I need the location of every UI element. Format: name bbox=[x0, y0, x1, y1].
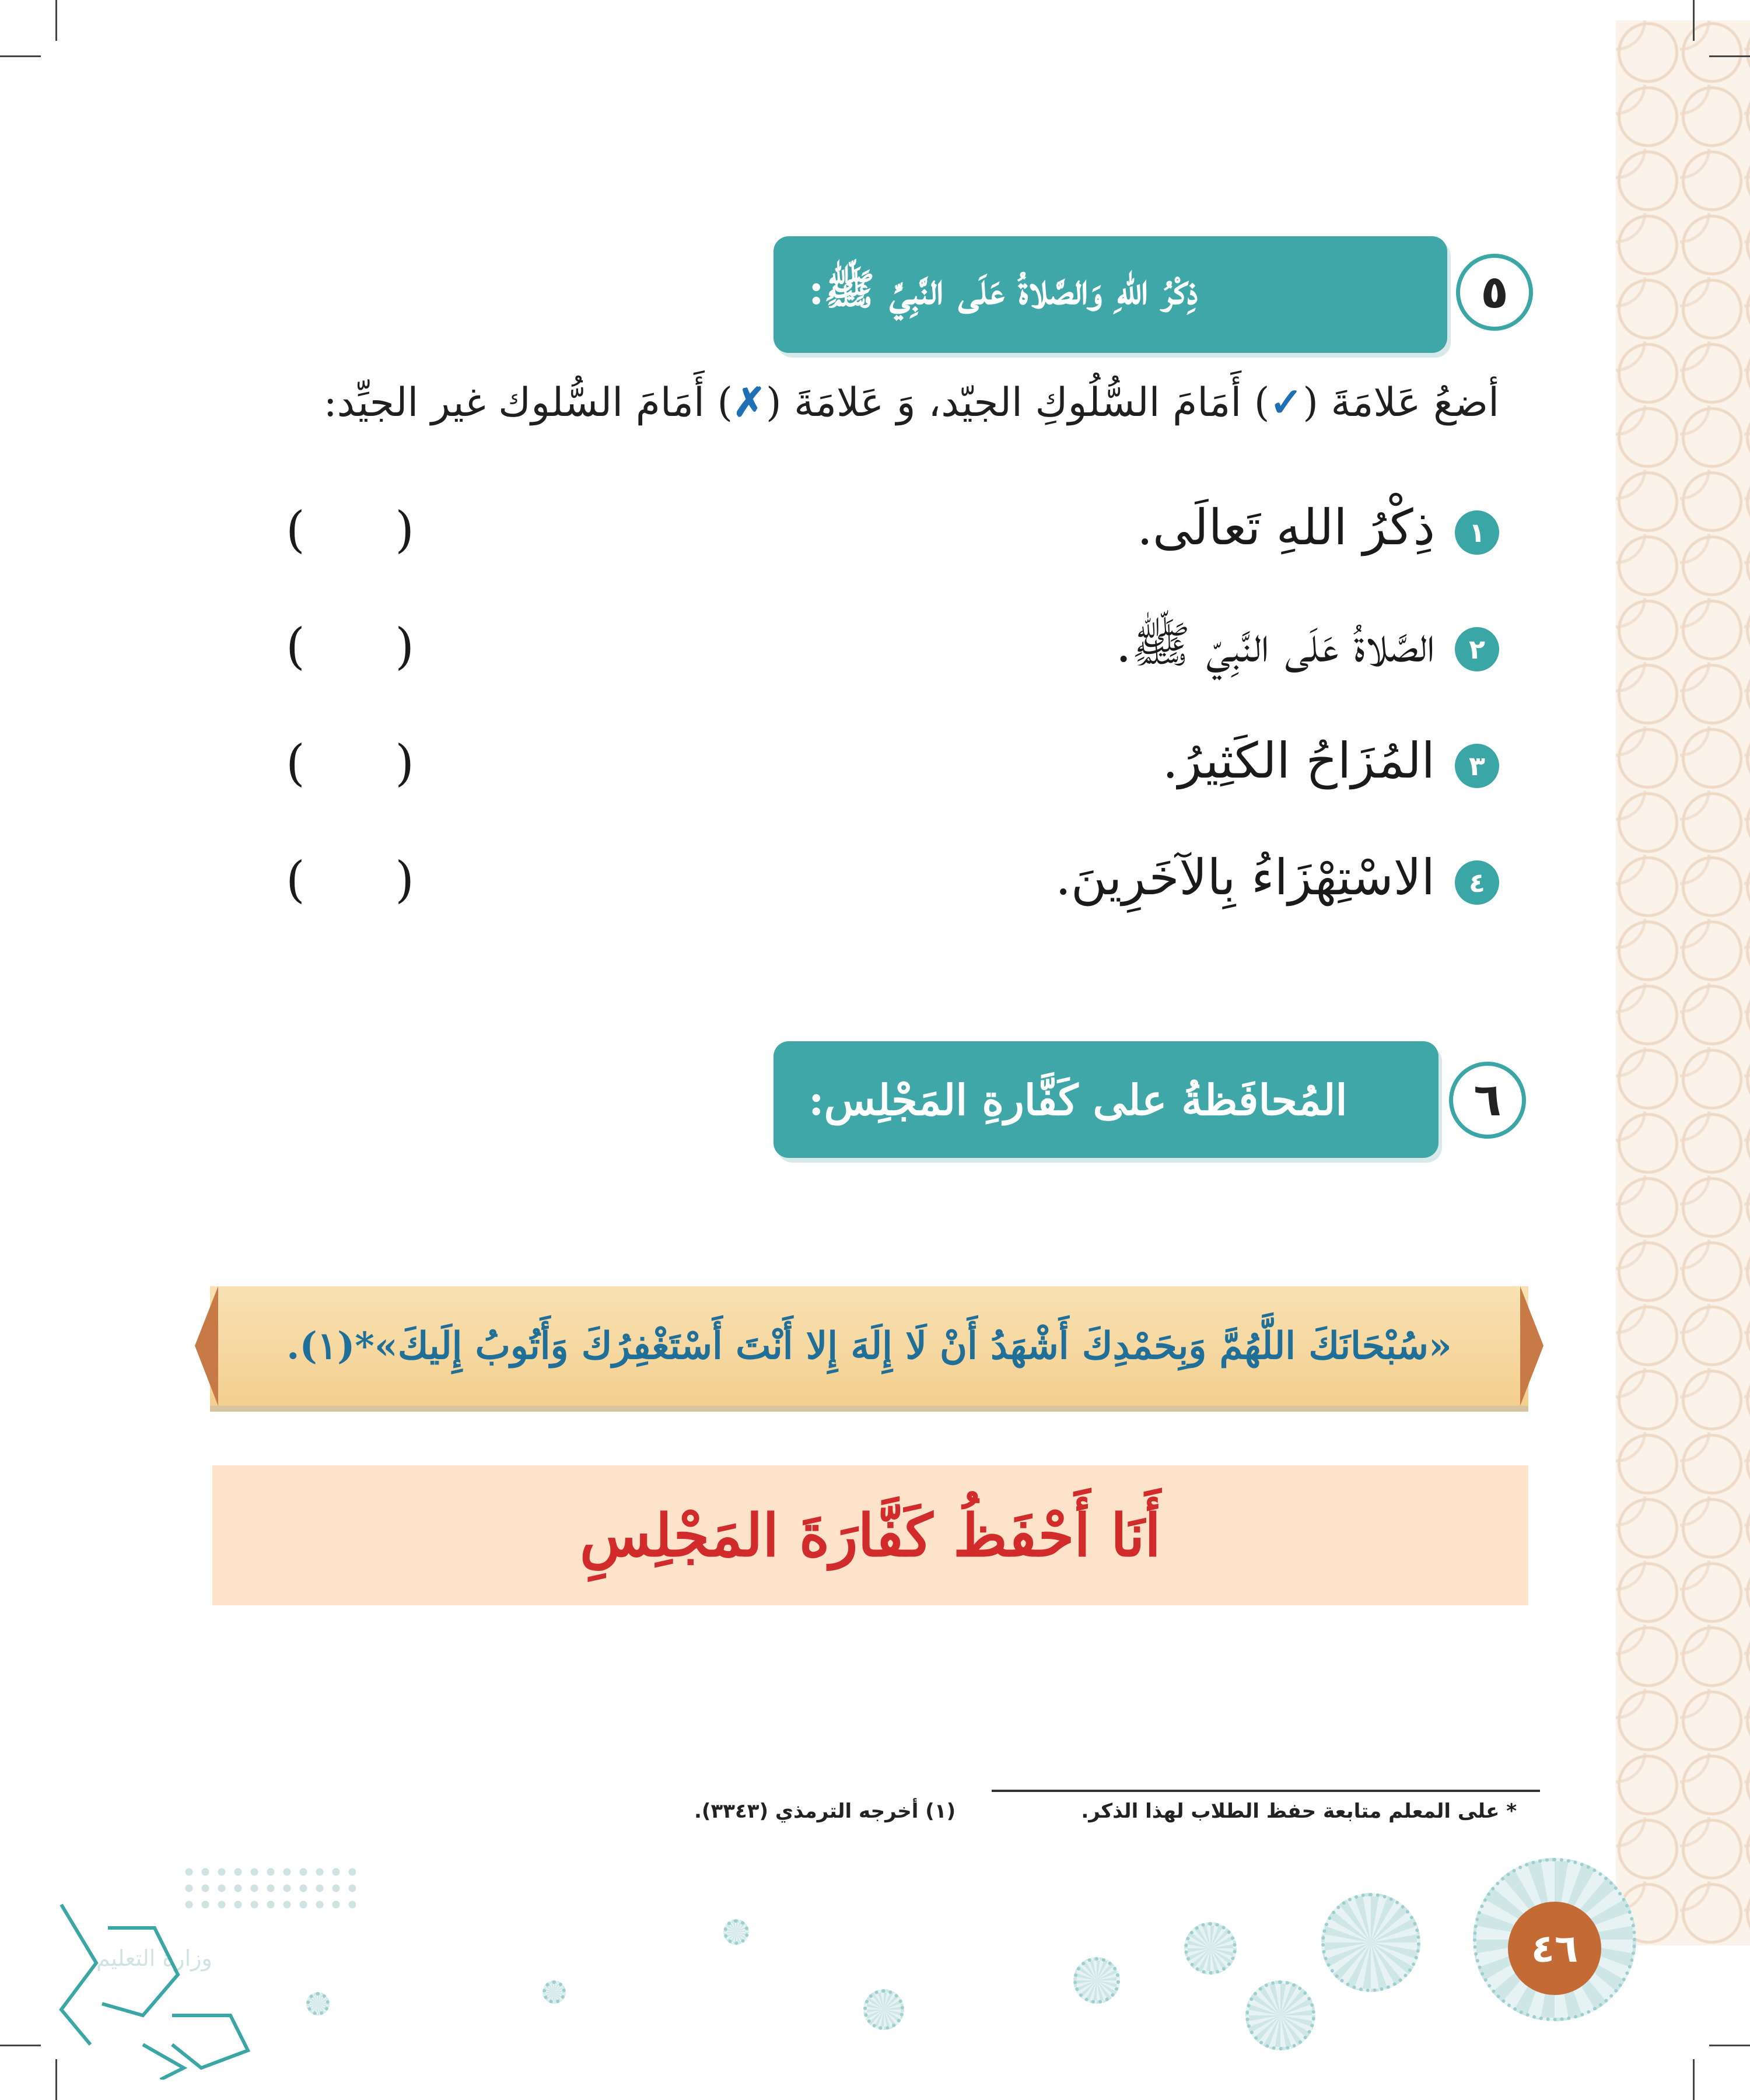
answer-box[interactable] bbox=[286, 501, 414, 558]
decorative-side-pattern bbox=[1616, 20, 1750, 1945]
item-number-badge: ٤ bbox=[1455, 860, 1499, 905]
decorative-rosette bbox=[863, 1989, 904, 2030]
memorize-box bbox=[212, 1465, 1528, 1605]
item-number-badge: ١ bbox=[1455, 510, 1499, 555]
banner-ribbon-end bbox=[1520, 1286, 1544, 1406]
decorative-rosette bbox=[306, 1992, 330, 2015]
ministry-label: وزارة التعليم bbox=[96, 1945, 212, 1971]
answer-box[interactable] bbox=[286, 734, 414, 792]
instruction-part: ) أَمَامَ السُّلوك غير الجيِّد: bbox=[323, 380, 733, 426]
paren-close: ) bbox=[395, 851, 414, 908]
dua-banner bbox=[210, 1286, 1528, 1406]
item-text: الصَّلاةُ عَلَى النَّبِيّ ﷺ. bbox=[1115, 616, 1435, 673]
instruction-text bbox=[216, 379, 1499, 426]
list-item bbox=[286, 843, 1499, 925]
dua-text: «سُبْحَانَكَ اللَّهُمَّ وَبِحَمْدِكَ أَشْهَدُ أَنْ لَا إِلَهَ إِلا أَنْتَ أَسْتَغْفِرُكَ وَأَتُوبُ إِلَيكَ»*(١). bbox=[286, 1324, 1452, 1368]
paren-open: ( bbox=[286, 501, 305, 558]
footnote-teacher-note: * على المعلم متابعة حفظ الطلاب لهذا الذكر. bbox=[1081, 1800, 1517, 1823]
instruction-part: ) أَمَامَ السُّلُوكِ الجيّد، وَ عَلامَةَ ( bbox=[766, 380, 1270, 426]
corner-geometric-shape bbox=[55, 1893, 260, 2080]
list-item bbox=[286, 610, 1499, 691]
paren-open: ( bbox=[286, 734, 305, 792]
list-item bbox=[286, 726, 1499, 808]
crop-mark bbox=[1693, 0, 1695, 41]
item-number-badge: ٢ bbox=[1455, 627, 1499, 671]
crop-mark bbox=[0, 55, 41, 57]
footnote-divider bbox=[992, 1790, 1540, 1792]
paren-close: ) bbox=[395, 734, 414, 792]
crop-mark bbox=[1709, 55, 1750, 57]
item-number-badge: ٣ bbox=[1455, 744, 1499, 788]
answer-box[interactable] bbox=[286, 618, 414, 675]
decorative-rosette bbox=[542, 1980, 566, 2004]
crop-mark bbox=[1709, 2045, 1750, 2046]
list-item bbox=[286, 493, 1499, 575]
section-5-number: ٥ bbox=[1456, 254, 1533, 331]
footnote-reference: (١) أخرجه الترمذي (٣٣٤٣). bbox=[694, 1800, 956, 1823]
check-mark-icon: ✓ bbox=[1269, 379, 1303, 426]
crop-mark bbox=[1693, 2059, 1695, 2100]
paren-open: ( bbox=[286, 851, 305, 908]
item-text: ذِكْرُ اللهِ تَعالَى. bbox=[1137, 499, 1435, 556]
section-5-title: ذِكْرُ اللهِ وَالصَّلاةُ عَلَى النَّبِيِّ ﷺ: bbox=[774, 236, 1447, 353]
decorative-rosette bbox=[1245, 1980, 1315, 2050]
crop-mark bbox=[55, 0, 57, 41]
decorative-rosette bbox=[723, 1919, 749, 1945]
item-text: الاسْتِهْزَاءُ بِالآخَرِينَ. bbox=[1055, 849, 1435, 906]
section-6-title: المُحافَظةُ على كَفَّارةِ المَجْلِس: bbox=[774, 1041, 1438, 1158]
page-number: ٤٦ bbox=[1508, 1902, 1601, 1995]
crop-mark bbox=[0, 2045, 41, 2046]
section-6-number: ٦ bbox=[1449, 1062, 1526, 1139]
cross-mark-icon: ✗ bbox=[733, 379, 766, 426]
answer-box[interactable] bbox=[286, 851, 414, 908]
instruction-part: أضعُ عَلامَةَ ( bbox=[1303, 380, 1499, 426]
decorative-rosette bbox=[1321, 1893, 1420, 1992]
decorative-rosette bbox=[1073, 1957, 1120, 2004]
decorative-rosette bbox=[1184, 1922, 1237, 1975]
paren-open: ( bbox=[286, 618, 305, 675]
banner-ribbon-end bbox=[195, 1286, 218, 1406]
item-text: المُزَاحُ الكَثِيرُ. bbox=[1162, 732, 1435, 789]
paren-close: ) bbox=[395, 618, 414, 675]
paren-close: ) bbox=[395, 501, 414, 558]
memorize-text: أَنَا أَحْفَظُ كَفَّارَةَ المَجْلِسِ bbox=[579, 1501, 1161, 1570]
